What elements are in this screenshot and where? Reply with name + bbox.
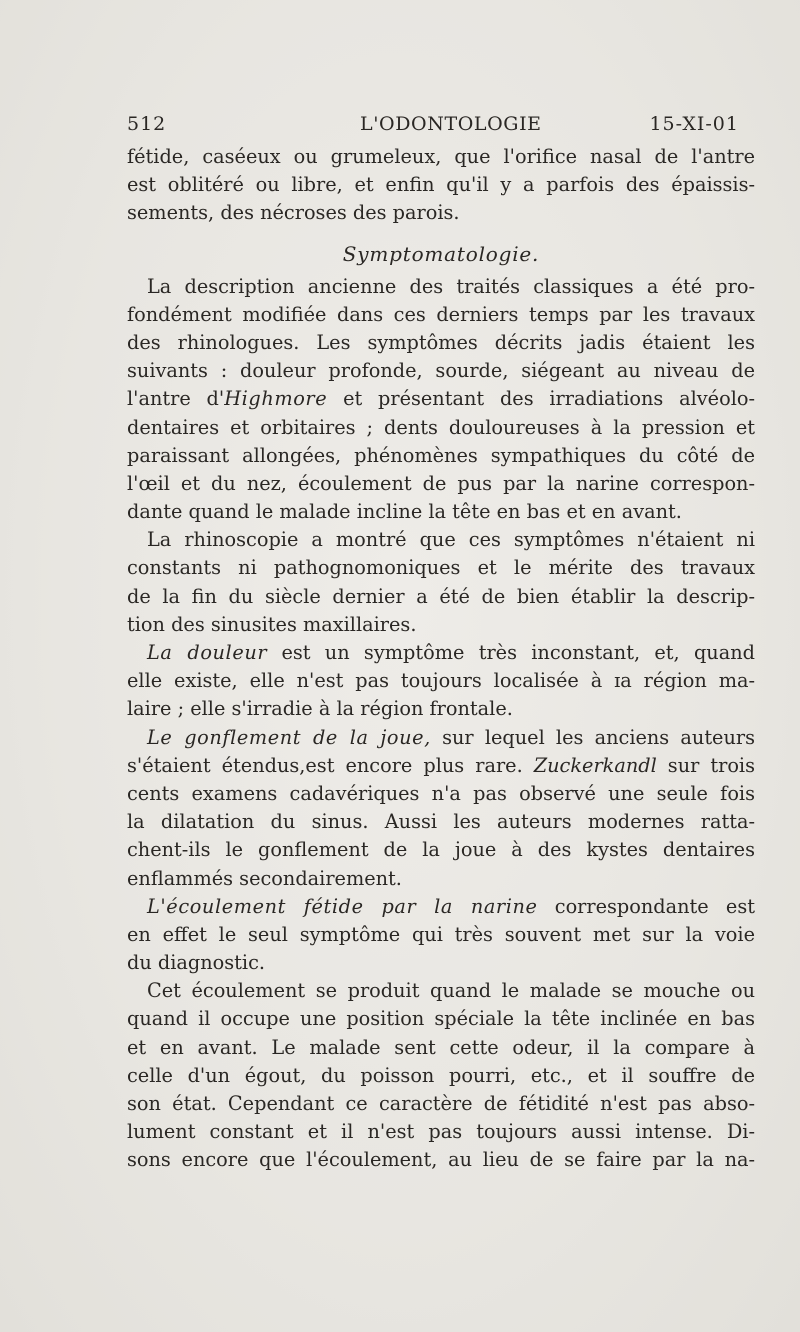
text-line: La rhinoscopie a montré que ces symptômes n'étaient ni <box>147 528 755 552</box>
text-line: paraissant allongées, phénomènes sympathiques du côté de <box>127 443 755 467</box>
text-line <box>127 724 755 752</box>
italic-name: Highmore <box>224 387 328 411</box>
text-line: et en avant. Le malade sent cette odeur, il la compare à <box>127 1035 755 1059</box>
text-segment: l'antre d' <box>127 387 225 411</box>
text-segment: sur lequel les anciens auteurs <box>430 725 756 749</box>
text-line: de la fin du siècle dernier a été de bien établir la descrip- <box>127 584 755 608</box>
text-segment: sur trois <box>656 753 755 777</box>
text-line: fétide, caséeux ou grumeleux, que l'orifice nasal de l'antre <box>127 145 755 168</box>
text-line: des rhinologues. Les symptômes décrits jadis étaient les <box>127 330 755 354</box>
text-line: sons encore que l'écoulement, au lieu de se faire par la na- <box>127 1148 755 1172</box>
text-line: enflammés secondairement. <box>127 866 402 890</box>
issue-date: 15-XI-01 <box>649 113 739 135</box>
text-line: constants ni pathognomoniques et le mérite des travaux <box>127 556 755 580</box>
text-line: laire ; elle s'irradie à la région frontale. <box>127 697 513 721</box>
text-line: elle existe, elle n'est pas toujours localisée à ɪa région ma- <box>127 669 755 693</box>
text-line: son état. Cependant ce caractère de fétidité n'est pas abso- <box>127 1092 755 1115</box>
italic-term: L'écoulement fétide par la narine <box>147 894 538 918</box>
italic-term: Le gonflement de la joue, <box>147 725 431 749</box>
text-line: fondément modifiée dans ces derniers temps par les travaux <box>127 302 755 326</box>
text-line: la dilatation du sinus. Aussi les auteurs modernes ratta- <box>127 810 755 834</box>
text-segment: et présentant des irradiations alvéolo- <box>327 387 755 411</box>
section-heading: Symptomatologie. <box>342 241 540 266</box>
text-line: chent-ils le gonflement de la joue à des kystes dentaires <box>127 838 755 862</box>
text-segment: correspondante est <box>537 894 755 918</box>
italic-name: Zuckerkandl <box>533 753 657 777</box>
text-line: lument constant et il n'est pas toujours aussi intense. Di- <box>127 1120 755 1144</box>
text-segment: est un symptôme très inconstant, et, quand <box>267 641 755 664</box>
text-line: dante quand le malade incline la tête en bas et en avant. <box>127 500 682 524</box>
text-line: l'œil et du nez, écoulement de pus par la narine correspon- <box>127 471 755 495</box>
text-line <box>127 639 755 667</box>
text-line <box>127 385 755 413</box>
page-body <box>127 143 755 1175</box>
running-header <box>127 113 739 139</box>
text-line: tion des sinusites maxillaires. <box>127 612 417 636</box>
text-segment: s'étaient étendus,est encore plus rare. <box>127 753 534 777</box>
text-line: quand il occupe une position spéciale la tête inclinée en bas <box>127 1007 755 1031</box>
text-line <box>127 752 755 780</box>
text-line: est oblitéré ou libre, et enfin qu'il y a parfois des épaissis- <box>127 173 755 197</box>
text-line: sements, des nécroses des parois. <box>127 201 460 225</box>
text-line: du diagnostic. <box>127 951 266 975</box>
text-line: suivants : douleur profonde, sourde, siégeant au niveau de <box>127 359 755 383</box>
italic-term: La douleur <box>147 641 268 664</box>
text-line <box>127 893 755 921</box>
text-line: dentaires et orbitaires ; dents douloureuses à la pression et <box>127 415 755 439</box>
text-line: cents examens cadavériques n'a pas observé une seule fois <box>127 781 755 805</box>
page-number: 512 <box>127 113 167 135</box>
text-line: celle d'un égout, du poisson pourri, etc., et il souffre de <box>127 1063 755 1087</box>
text-line: en effet le seul symptôme qui très souvent met sur la voie <box>127 922 755 946</box>
text-line: Cet écoulement se produit quand le malade se mouche ou <box>147 979 755 1003</box>
running-title: L'ODONTOLOGIE <box>360 113 542 135</box>
text-line: La description ancienne des traités classiques a été pro- <box>147 274 755 298</box>
